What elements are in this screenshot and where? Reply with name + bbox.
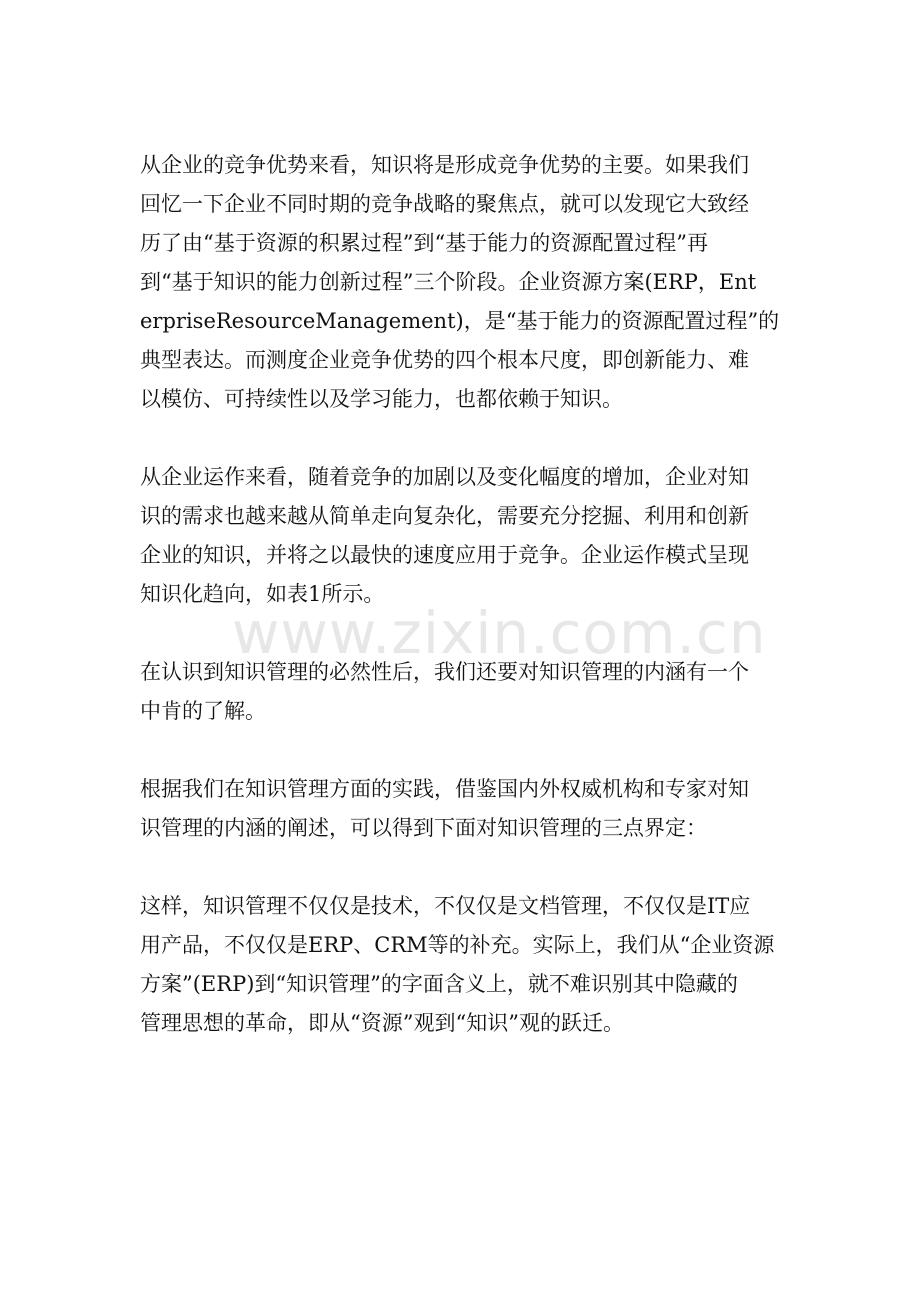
text-line: 识管理的内涵的阐述，可以得到下面对知识管理的三点界定： [140,816,707,840]
text-line: 典型表达。而测度企业竞争优势的四个根本尺度，即创新能力、难 [140,348,749,372]
text-line: 中肯的了解。 [140,699,266,723]
text-line: 在认识到知识管理的必然性后，我们还要对知识管理的内涵有一个 [140,660,749,684]
text-line: 这样，知识管理不仅仅是技术，不仅仅是文档管理，不仅仅是IT应 [140,894,751,918]
text-line: 识的需求也越来越从简单走向复杂化，需要充分挖掘、利用和创新 [140,504,749,528]
document-body [140,146,780,1043]
paragraph-enterprise-operation [140,458,780,614]
text-line: 从企业的竞争优势来看，知识将是形成竞争优势的主要。如果我们 [140,153,749,177]
paragraph-knowledge-management-connotation [140,653,780,731]
text-line: 管理思想的革命，即从“资源”观到“知识”观的跃迁。 [140,1011,624,1035]
paragraph-management-revolution [140,887,780,1043]
text-line: 到“基于知识的能力创新过程”三个阶段。企业资源方案(ERP，Ent [140,270,757,294]
watermark-text: www.zixin.com.cn [232,599,767,667]
text-line: 回忆一下企业不同时期的竞争战略的聚焦点，就可以发现它大致经 [140,192,749,216]
text-line: 企业的知识，并将之以最快的速度应用于竞争。企业运作模式呈现 [140,543,749,567]
text-line: 根据我们在知识管理方面的实践，借鉴国内外权威机构和专家对知 [140,777,749,801]
text-line: 以模仿、可持续性以及学习能力，也都依赖于知识。 [140,387,623,411]
paragraph-three-definitions [140,770,780,848]
text-line: 从企业运作来看，随着竞争的加剧以及变化幅度的增加，企业对知 [140,465,749,489]
paragraph-competitive-advantage [140,146,780,419]
text-line: 历了由“基于资源的积累过程”到“基于能力的资源配置过程”再 [140,231,708,255]
text-line: 知识化趋向，如表1所示。 [140,582,385,606]
text-line: erpriseResourceManagement)，是“基于能力的资源配置过程”的 [140,309,780,333]
text-line: 用产品，不仅仅是ERP、CRM等的补充。实际上，我们从“企业资源 [140,933,775,957]
text-line: 方案”(ERP)到“知识管理”的字面含义上，就不难识别其中隐藏的 [140,972,738,996]
